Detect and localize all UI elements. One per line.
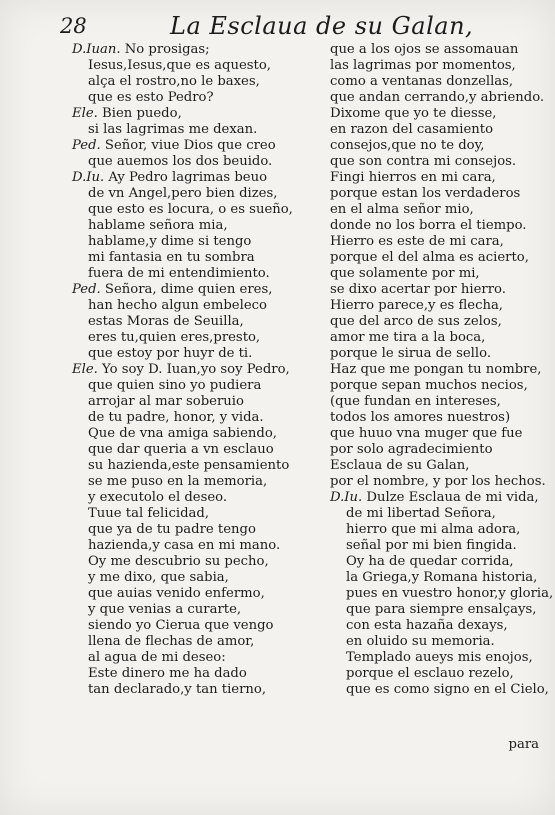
- speaker-label: Ped.: [72, 282, 101, 297]
- verse-text: todos los amores nuestros): [330, 410, 511, 425]
- verse-text: consejos,que no te doy,: [330, 138, 485, 153]
- verse-line: [72, 234, 337, 250]
- verse-text: que es como signo en el Cielo,: [346, 682, 549, 697]
- left-text-column: [72, 42, 337, 698]
- verse-text: fuera de mi entendimiento.: [88, 266, 270, 281]
- verse-line: [72, 314, 337, 330]
- verse-line: [72, 186, 337, 202]
- verse-line: [72, 170, 337, 186]
- verse-line: [330, 570, 555, 586]
- verse-text: Hierro parece,y es flecha,: [330, 298, 503, 313]
- verse-text: arrojar al mar soberuio: [88, 394, 244, 409]
- verse-text: que ya de tu padre tengo: [88, 522, 256, 537]
- verse-line: [330, 506, 555, 522]
- verse-line: [72, 346, 337, 362]
- verse-text: Este dinero me ha dado: [88, 666, 247, 681]
- verse-text: y que venias a curarte,: [88, 602, 242, 617]
- verse-line: [330, 170, 555, 186]
- verse-line: [330, 58, 555, 74]
- verse-line: [72, 538, 337, 554]
- verse-line: [330, 458, 555, 474]
- verse-line: [72, 650, 337, 666]
- verse-text: Que de vna amiga sabiendo,: [88, 426, 277, 441]
- verse-text: si las lagrimas me dexan.: [88, 122, 258, 137]
- verse-text: las lagrimas por momentos,: [330, 58, 516, 73]
- verse-text: porque el esclauo rezelo,: [346, 666, 514, 681]
- verse-text: en razon del casamiento: [330, 122, 494, 137]
- verse-text: que estoy por huyr de ti.: [88, 346, 253, 361]
- verse-line: [72, 250, 337, 266]
- verse-text: Señora, dime quien eres,: [104, 282, 273, 297]
- verse-text: Dixome que yo te diesse,: [330, 106, 497, 121]
- verse-text: de tu padre, honor, y vida.: [88, 410, 264, 425]
- verse-line: [72, 394, 337, 410]
- verse-line: [330, 522, 555, 538]
- verse-text: que solamente por mi,: [330, 266, 480, 281]
- verse-line: [330, 586, 555, 602]
- verse-text: alça el rostro,no le baxes,: [88, 74, 260, 89]
- verse-line: [330, 618, 555, 634]
- verse-text: eres tu,quien eres,presto,: [88, 330, 261, 345]
- verse-text: Hierro es este de mi cara,: [330, 234, 504, 249]
- verse-line: [72, 58, 337, 74]
- verse-text: porque el del alma es acierto,: [330, 250, 529, 265]
- verse-line: [330, 74, 555, 90]
- verse-text: la Griega,y Romana historia,: [346, 570, 538, 585]
- verse-text: que esto es locura, o es sueño,: [88, 202, 293, 217]
- verse-line: [330, 634, 555, 650]
- verse-text: Dulze Esclaua de mi vida,: [366, 490, 539, 505]
- verse-line: [72, 570, 337, 586]
- verse-text: Esclaua de su Galan,: [330, 458, 470, 473]
- verse-text: que del arco de sus zelos,: [330, 314, 502, 329]
- verse-text: en el alma señor mio,: [330, 202, 474, 217]
- verse-line: [72, 138, 337, 154]
- verse-line: [330, 218, 555, 234]
- verse-line: [72, 298, 337, 314]
- verse-line: [330, 250, 555, 266]
- speaker-label: D.Iuan.: [72, 42, 121, 57]
- page-header: [60, 14, 540, 42]
- verse-text: porque estan los verdaderos: [330, 186, 521, 201]
- verse-line: [330, 378, 555, 394]
- verse-line: [330, 314, 555, 330]
- running-title: La Esclaua de su Galan,: [170, 12, 474, 40]
- verse-line: [330, 650, 555, 666]
- verse-text: de mi libertad Señora,: [346, 506, 496, 521]
- verse-text: que auemos los dos beuido.: [88, 154, 273, 169]
- verse-text: al agua de mi deseo:: [88, 650, 226, 665]
- speaker-label: Ele.: [72, 106, 98, 121]
- verse-line: [72, 586, 337, 602]
- verse-text: que andan cerrando,y abriendo.: [330, 90, 545, 105]
- verse-text: que quien sino yo pudiera: [88, 378, 262, 393]
- verse-line: [330, 42, 555, 58]
- verse-text: se me puso en la memoria,: [88, 474, 268, 489]
- verse-line: [330, 410, 555, 426]
- verse-text: que dar queria a vn esclauo: [88, 442, 274, 457]
- verse-line: [330, 138, 555, 154]
- verse-text: porque le sirua de sello.: [330, 346, 492, 361]
- verse-line: [72, 218, 337, 234]
- verse-line: [330, 474, 555, 490]
- verse-text: en oluido su memoria.: [346, 634, 495, 649]
- verse-text: estas Moras de Seuilla,: [88, 314, 244, 329]
- verse-line: [72, 458, 337, 474]
- verse-line: [330, 602, 555, 618]
- verse-line: [72, 330, 337, 346]
- verse-line: [72, 506, 337, 522]
- verse-text: siendo yo Cierua que vengo: [88, 618, 274, 633]
- verse-text: por el nombre, y por los hechos.: [330, 474, 546, 489]
- verse-line: [330, 394, 555, 410]
- verse-text: que son contra mi consejos.: [330, 154, 517, 169]
- verse-line: [330, 538, 555, 554]
- verse-line: [72, 682, 337, 698]
- verse-text: que a los ojos se assomauan: [330, 42, 519, 57]
- verse-line: [72, 74, 337, 90]
- verse-line: [72, 378, 337, 394]
- verse-text: Tuue tal felicidad,: [88, 506, 210, 521]
- verse-line: [330, 554, 555, 570]
- verse-line: [330, 282, 555, 298]
- verse-text: Oy ha de quedar corrida,: [346, 554, 514, 569]
- verse-line: [72, 42, 337, 58]
- verse-text: Yo soy D. Iuan,yo soy Pedro,: [102, 362, 290, 377]
- verse-text: que auias venido enfermo,: [88, 586, 265, 601]
- verse-text: que huuo vna muger que fue: [330, 426, 523, 441]
- speaker-label: D.Iu.: [330, 490, 363, 505]
- verse-text: No prosigas;: [124, 42, 210, 57]
- verse-line: [72, 282, 337, 298]
- verse-line: [330, 106, 555, 122]
- verse-line: [330, 346, 555, 362]
- verse-text: y me dixo, que sabia,: [88, 570, 229, 585]
- verse-text: llena de flechas de amor,: [88, 634, 255, 649]
- verse-line: [72, 666, 337, 682]
- speaker-label: Ele.: [72, 362, 98, 377]
- verse-line: [72, 266, 337, 282]
- verse-text: Fingi hierros en mi cara,: [330, 170, 496, 185]
- verse-line: [72, 154, 337, 170]
- verse-text: donde no los borra el tiempo.: [330, 218, 527, 233]
- verse-line: [72, 426, 337, 442]
- verse-text: hablame señora mia,: [88, 218, 228, 233]
- page-number: 28: [60, 14, 87, 38]
- catchword: para: [508, 737, 539, 752]
- verse-line: [72, 634, 337, 650]
- verse-line: [330, 442, 555, 458]
- verse-text: como a ventanas donzellas,: [330, 74, 514, 89]
- verse-text: (que fundan en intereses,: [330, 394, 501, 409]
- verse-text: han hecho algun embeleco: [88, 298, 267, 313]
- verse-text: su hazienda,este pensamiento: [88, 458, 290, 473]
- verse-line: [72, 442, 337, 458]
- verse-line: [330, 362, 555, 378]
- verse-text: amor me tira a la boca,: [330, 330, 486, 345]
- verse-text: Iesus,Iesus,que es aquesto,: [88, 58, 271, 73]
- verse-line: [72, 618, 337, 634]
- verse-text: por solo agradecimiento: [330, 442, 493, 457]
- verse-text: se dixo acertar por hierro.: [330, 282, 506, 297]
- verse-text: señal por mi bien fingida.: [346, 538, 517, 553]
- verse-line: [330, 154, 555, 170]
- verse-line: [330, 666, 555, 682]
- verse-line: [72, 602, 337, 618]
- verse-line: [72, 554, 337, 570]
- verse-line: [330, 682, 555, 698]
- verse-line: [72, 90, 337, 106]
- verse-line: [72, 490, 337, 506]
- verse-line: [72, 202, 337, 218]
- right-text-column: [330, 42, 555, 698]
- verse-text: con esta hazaña dexays,: [346, 618, 508, 633]
- verse-text: y executolo el deseo.: [88, 490, 228, 505]
- verse-line: [330, 330, 555, 346]
- verse-text: Templado aueys mis enojos,: [346, 650, 533, 665]
- verse-line: [330, 298, 555, 314]
- speaker-label: Ped.: [72, 138, 101, 153]
- verse-text: porque sepan muchos necios,: [330, 378, 528, 393]
- verse-line: [72, 522, 337, 538]
- verse-line: [72, 362, 337, 378]
- verse-text: Señor, viue Dios que creo: [104, 138, 276, 153]
- verse-line: [72, 410, 337, 426]
- speaker-label: D.Iu.: [72, 170, 105, 185]
- verse-line: [330, 490, 555, 506]
- verse-line: [330, 202, 555, 218]
- verse-text: Haz que me pongan tu nombre,: [330, 362, 542, 377]
- verse-text: Oy me descubrio su pecho,: [88, 554, 269, 569]
- verse-line: [330, 90, 555, 106]
- verse-line: [330, 186, 555, 202]
- verse-text: mi fantasia en tu sombra: [88, 250, 255, 265]
- verse-line: [330, 426, 555, 442]
- verse-line: [330, 234, 555, 250]
- verse-text: de vn Angel,pero bien dizes,: [88, 186, 278, 201]
- verse-text: Ay Pedro lagrimas beuo: [108, 170, 268, 185]
- verse-line: [330, 122, 555, 138]
- verse-text: Bien puedo,: [102, 106, 182, 121]
- verse-line: [72, 122, 337, 138]
- verse-text: que para siempre ensalçays,: [346, 602, 537, 617]
- verse-line: [72, 474, 337, 490]
- verse-text: tan declarado,y tan tierno,: [88, 682, 267, 697]
- verse-line: [72, 106, 337, 122]
- verse-text: hablame,y dime si tengo: [88, 234, 252, 249]
- verse-text: que es esto Pedro?: [88, 90, 214, 105]
- verse-text: hazienda,y casa en mi mano.: [88, 538, 281, 553]
- verse-text: pues en vuestro honor,y gloria,: [346, 586, 554, 601]
- verse-line: [330, 266, 555, 282]
- verse-text: hierro que mi alma adora,: [346, 522, 521, 537]
